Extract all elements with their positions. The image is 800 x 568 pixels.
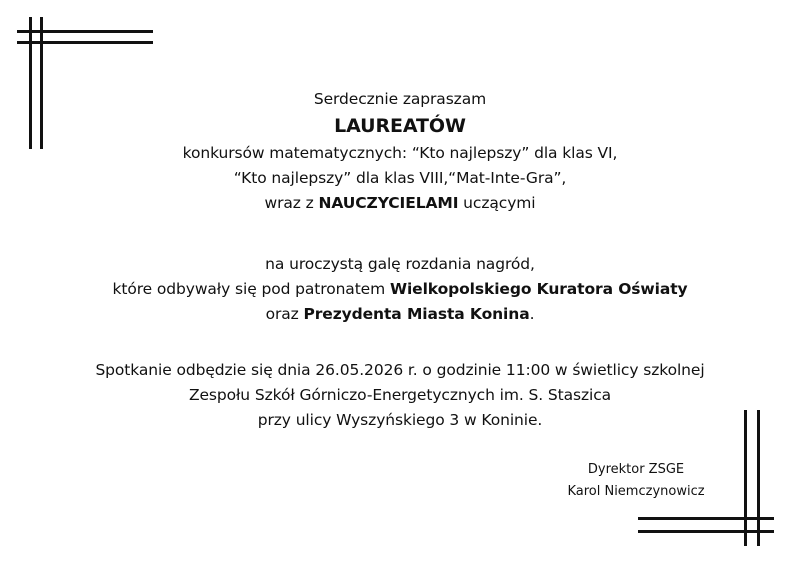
invitation-gala (0, 252, 800, 327)
and-line (0, 302, 800, 327)
patronage-line (0, 277, 800, 302)
meeting-details (0, 358, 800, 433)
headline: LAUREATÓW (334, 115, 466, 137)
teachers-emphasis: NAUCZYCIELAMI (318, 194, 459, 212)
contest-line-1: konkursów matematycznych: “Kto najlepszy” dla klas VI, (182, 144, 618, 162)
signature-name: Karol Niemczynowicz (567, 484, 705, 499)
patronage-prefix: które odbywały się pod patronatem (112, 280, 390, 298)
and-suffix: . (529, 305, 535, 323)
with-suffix: uczącymi (458, 194, 536, 212)
meeting-line-2: Zespołu Szkół Górniczo-Energetycznych im. S. Staszica (188, 386, 612, 404)
gala-line: na uroczystą galę rozdania nagród, (265, 255, 535, 273)
and-prefix: oraz (265, 305, 304, 323)
corner-horizontal-line (638, 530, 774, 533)
corner-horizontal-line (17, 30, 153, 33)
invitation-intro (0, 87, 800, 216)
patronage-emphasis: Wielkopolskiego Kuratora Oświaty (389, 280, 688, 298)
meeting-line-1: Spotkanie odbędzie się dnia 26.05.2026 r. o godzinie 11:00 w świetlicy szkolnej (95, 361, 705, 379)
contest-line-2: “Kto najlepszy” dla klas VIII,“Mat-Inte-Gra”, (233, 169, 567, 187)
greeting: Serdecznie zapraszam (313, 90, 487, 108)
corner-horizontal-line (17, 41, 153, 44)
mayor-emphasis: Prezydenta Miasta Konina (303, 305, 530, 323)
with-prefix: wraz z (264, 194, 319, 212)
with-teachers-line (0, 191, 800, 216)
meeting-line-3: przy ulicy Wyszyńskiego 3 w Koninie. (257, 411, 543, 429)
signature-block (560, 459, 712, 503)
signature-title: Dyrektor ZSGE (587, 462, 685, 477)
corner-horizontal-line (638, 517, 774, 520)
